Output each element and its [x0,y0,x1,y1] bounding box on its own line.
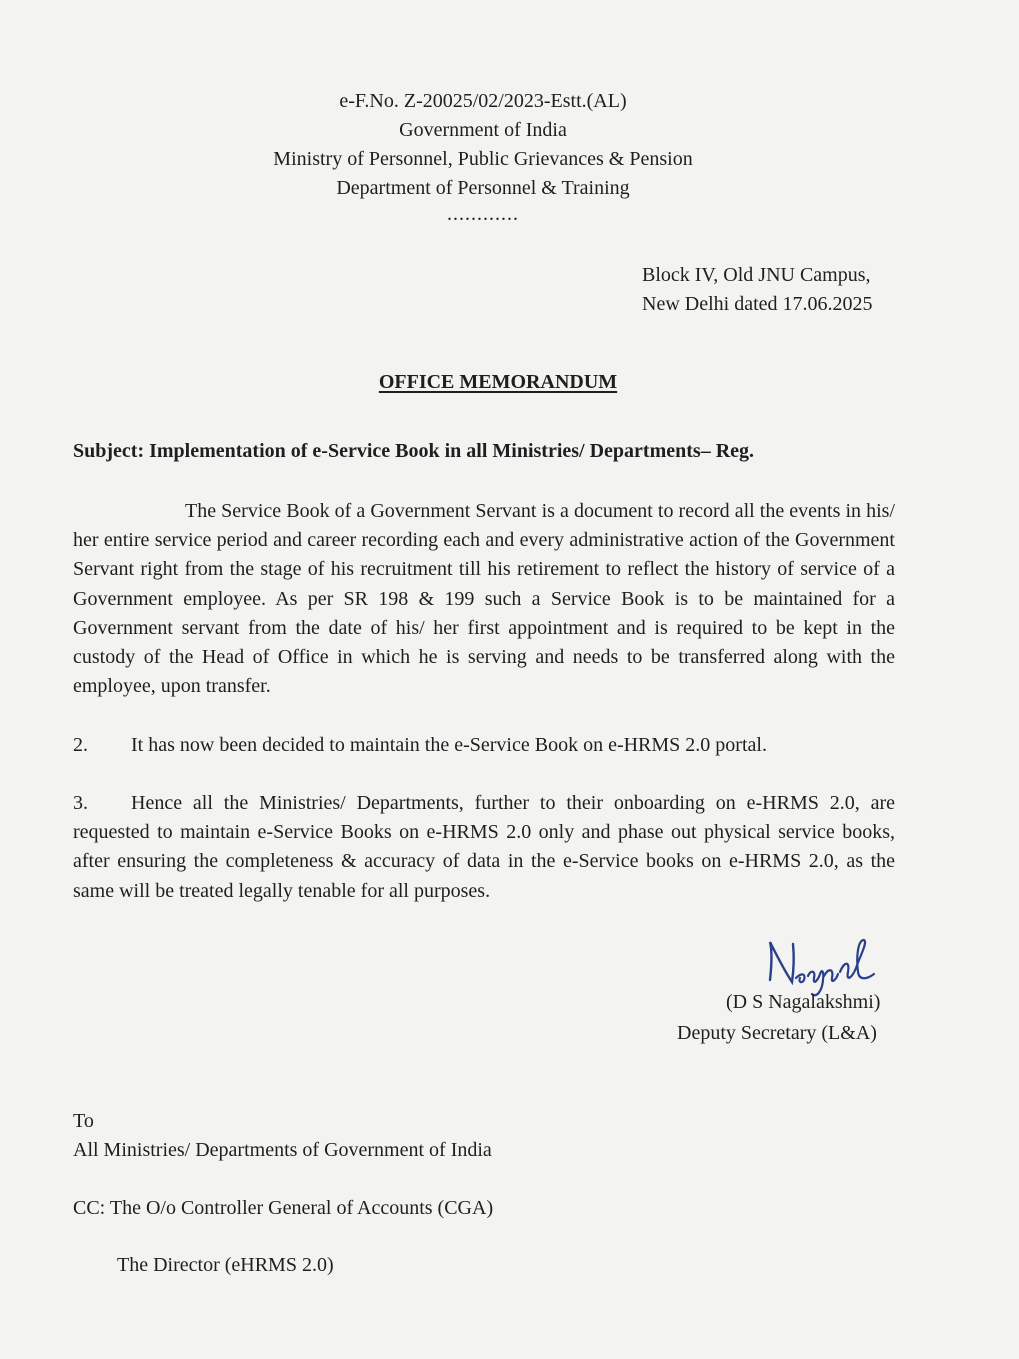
paragraph-1-text: The Service Book of a Government Servant is a document to record all the events in his/ her entire service period and career recording each and every administrative action of the Government Servant right from the stage of his recruitment till his retirement to reflect the history of service of a Government employee. As per SR 198 & 199 such a Service Book is to be maintained for a Government servant from the date of his/ her first appointment and is required to be kept in the custody of the Head of Office in which he is serving and needs to be transferred along with the employee, upon transfer. [73,500,895,698]
paragraph-3-number: 3. [73,792,88,814]
memo-title: OFFICE MEMORANDUM [378,371,618,393]
signatory-name: (D S Nagalakshmi) [726,991,881,1013]
paragraph-2-text: It has now been decided to maintain the e-Service Book on e-HRMS 2.0 portal. [131,734,767,756]
file-number: e-F.No. Z-20025/02/2023-Estt.(AL) [339,90,627,112]
header-dots: ............ [447,203,519,225]
address-date-line: New Delhi dated 17.06.2025 [642,293,873,315]
to-recipient: All Ministries/ Departments of Government of India [73,1139,492,1161]
address-line-1: Block IV, Old JNU Campus, [642,264,871,286]
paragraph-1 [73,497,895,701]
ministry-line: Ministry of Personnel, Public Grievances & Pension [273,148,693,170]
government-line: Government of India [399,119,567,141]
cc-line-1: CC: The O/o Controller General of Accounts (CGA) [73,1197,494,1219]
signatory-designation: Deputy Secretary (L&A) [677,1022,877,1044]
paragraph-3-text: Hence all the Ministries/ Departments, further to their onboarding on e-HRMS 2.0, are requested to maintain e-Service Books on e-HRMS 2.0 only and phase out physical service books, after ensuring the completeness & accuracy of data in the e-Service books on e-HRMS 2.0, as the same will be treated legally tenable for all purposes. [73,792,895,902]
cc-line-2: The Director (eHRMS 2.0) [117,1254,334,1276]
to-label: To [73,1110,94,1132]
department-line: Department of Personnel & Training [336,177,630,199]
paragraph-2-number: 2. [73,734,88,756]
paragraph-2 [73,731,895,760]
paragraph-3 [73,789,895,906]
memo-subject: Subject: Implementation of e-Service Book in all Ministries/ Departments– Reg. [73,440,755,462]
